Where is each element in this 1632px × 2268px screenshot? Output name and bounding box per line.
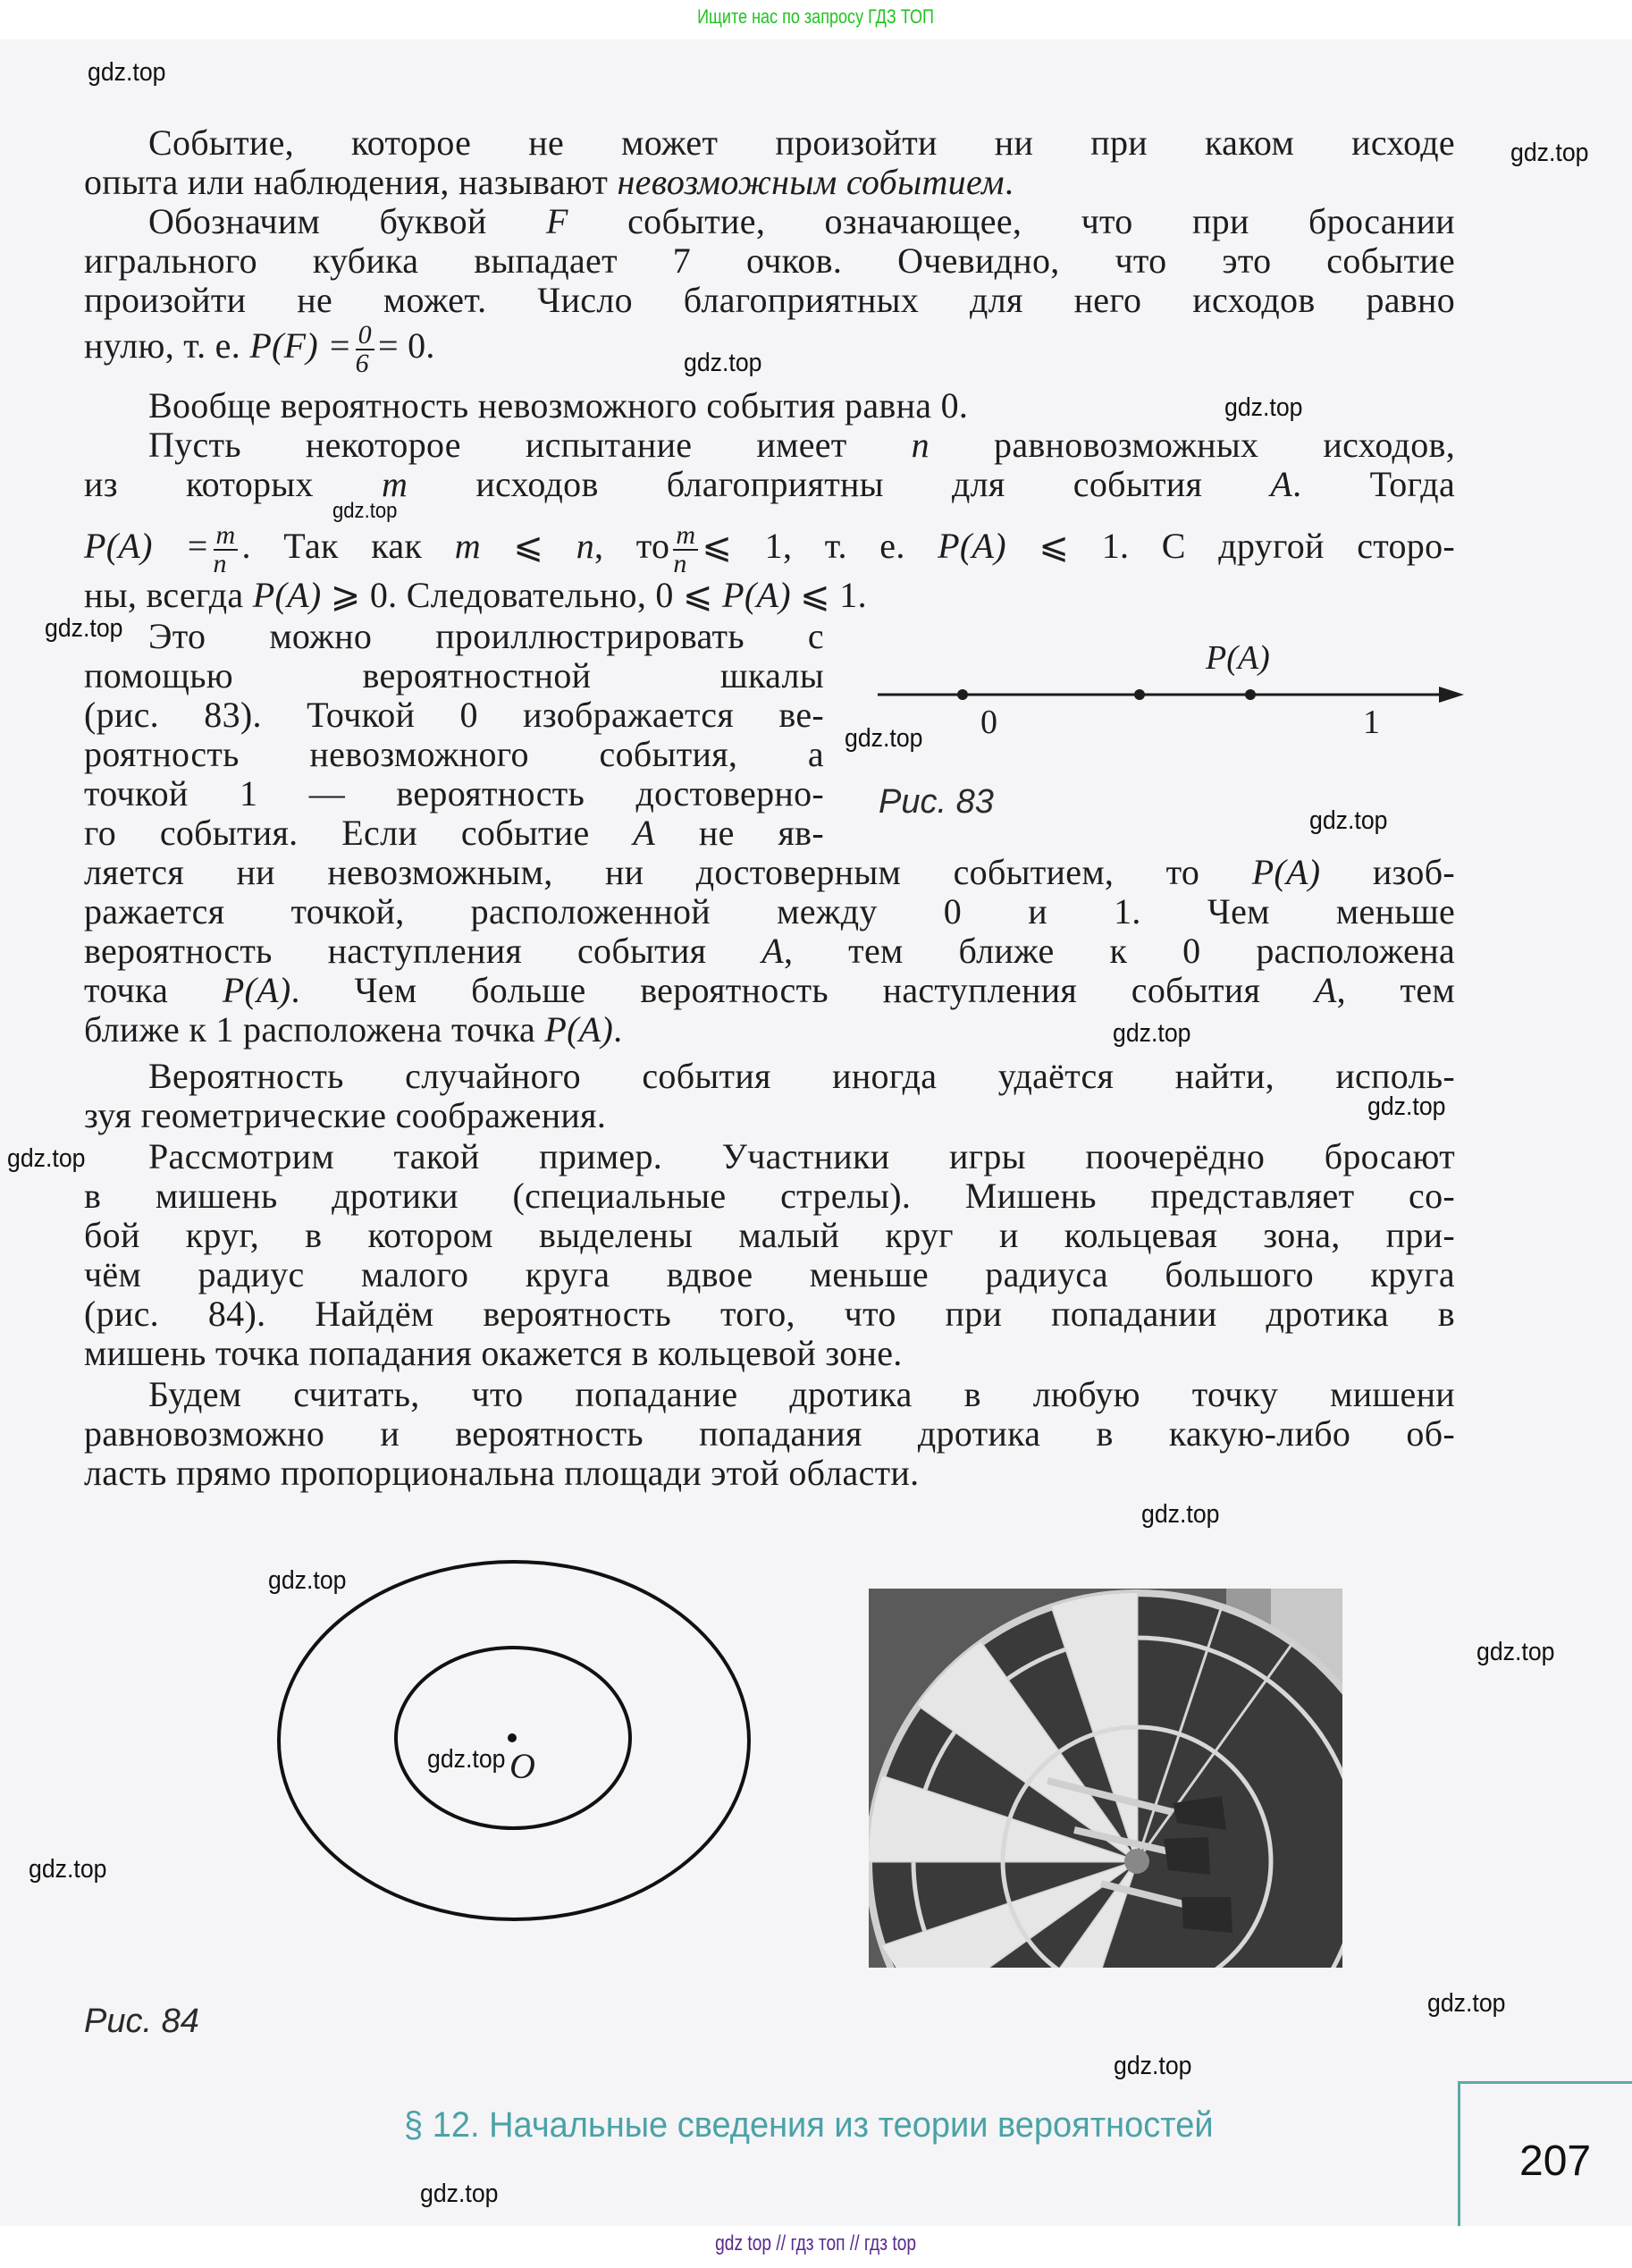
figure-83-caption: Рис. 83 (879, 783, 994, 821)
text-span: из которых (84, 464, 382, 504)
text-line: мишень точка попадания окажется в кольцевой зоне. (84, 1333, 903, 1373)
math-var: F (545, 201, 568, 241)
text-span: не яв- (655, 813, 824, 853)
text-line: (рис. 83). Точкой 0 изображается ве- (84, 695, 824, 735)
text-line (84, 322, 1455, 377)
math-var: m (381, 464, 408, 504)
tick-label-0: 0 (980, 704, 997, 741)
text-span: нулю, т. е. (84, 325, 250, 367)
text-line: в мишень дротики (специальные стрелы). Мишень представляет со- (84, 1176, 1455, 1216)
text-span: . Тогда (1292, 464, 1456, 504)
text-line: произойти не может. Число благоприятных для него исходов равно (84, 280, 1455, 320)
text-span: ⩽ 1, т. е. (702, 526, 938, 567)
watermark: gdz.top (1114, 2052, 1192, 2080)
text-line: бой круг, в котором выделены малый круг и кольцевая зона, при- (84, 1215, 1455, 1255)
text-line: Рассмотрим такой пример. Участники игры поочерёдно бросают (148, 1136, 1455, 1176)
fraction-denominator: n (673, 549, 687, 578)
text-span: вероятность наступления события (84, 931, 762, 971)
center-label-o: O (509, 1746, 535, 1786)
watermark: gdz.top (268, 1566, 347, 1595)
watermark: gdz.top (1224, 393, 1303, 422)
text-span: = 0. (377, 325, 435, 367)
math-var: n (911, 425, 930, 465)
fraction-numerator: 0 (356, 322, 374, 350)
tick-label-1: 1 (1363, 704, 1380, 741)
text-line: (рис. 84). Найдём вероятность того, что при попадании дротика в (84, 1294, 1455, 1334)
watermark: gdz.top (29, 1855, 107, 1884)
text-line: зуя геометрические соображения. (84, 1095, 607, 1135)
watermark: gdz.top (420, 2179, 499, 2208)
text-span: точка (84, 970, 223, 1010)
math-var: m (454, 526, 481, 567)
text-span: ⩽ 1. (790, 575, 867, 615)
text-line: чём радиус малого круга вдвое меньше радиуса большого круга (84, 1254, 1455, 1294)
watermark: gdz.top (1476, 1638, 1555, 1666)
text-span: Пусть некоторое испытание имеет (148, 425, 912, 465)
text-line (84, 853, 1455, 892)
math-var: A (1314, 970, 1337, 1010)
text-span: , тем (1336, 970, 1456, 1010)
watermark: gdz.top (684, 349, 762, 377)
point-pa (1134, 689, 1145, 700)
text-span: го события. Если событие (84, 813, 634, 853)
text-span: , тем ближе к 0 расположена (783, 931, 1455, 971)
math-expr: P(A) (938, 526, 1006, 567)
text-line (84, 932, 1455, 971)
text-span: , то (594, 526, 670, 567)
text-line: помощью вероятностной шкалы (84, 655, 824, 696)
text-line (84, 426, 1455, 465)
watermark: gdz.top (1113, 1019, 1191, 1048)
text-line: равновозможно и вероятность попадания дротика в какую-либо об- (84, 1413, 1455, 1454)
text-line: ласть прямо пропорциональна площади этой области. (84, 1453, 920, 1493)
figure-84-caption: Рис. 84 (84, 2002, 199, 2040)
math-expr: P(F) = (249, 325, 352, 367)
math-expr: P(A) (544, 1009, 614, 1050)
text-span: ближе к 1 расположена точка (84, 1009, 545, 1050)
fraction (356, 322, 374, 377)
dartboard-photo (869, 1589, 1342, 1968)
text-line: игрального кубика выпадает 7 очков. Очевидно, что это событие (84, 240, 1455, 281)
target-circles-diagram-svg (259, 1542, 760, 1935)
math-expr: P(A) (722, 575, 791, 615)
text-span: . Чем больше вероятность наступления события (290, 970, 1315, 1010)
text-line (84, 971, 1455, 1010)
text-line (84, 163, 1455, 202)
fraction (673, 522, 698, 578)
point-one (1245, 689, 1256, 700)
text-line: Событие, которое не может произойти ни при каком исходе (148, 122, 1455, 163)
math-expr: P(A) (1251, 852, 1321, 892)
center-point (508, 1733, 517, 1742)
text-span: ⩾ 0. Следовательно, 0 ⩽ (321, 575, 723, 615)
term-impossible-event: невозможным событием (617, 162, 1005, 202)
label-pa: P(A) (1206, 639, 1270, 677)
math-expr: P(A) = (84, 526, 210, 567)
text-line: точкой 1 — вероятность достоверно- (84, 773, 824, 814)
text-span: событие, означающее, что при бросании (568, 201, 1455, 241)
watermark: gdz.top (88, 58, 166, 87)
math-var: n (576, 526, 595, 567)
watermark: gdz.top (1427, 1989, 1506, 2018)
text-line: ражается точкой, расположенной между 0 и 1. Чем меньше (84, 891, 1455, 932)
arrow-icon (1439, 687, 1464, 703)
text-line (84, 1010, 1455, 1050)
top-banner-text: Ищите нас по запросу ГДЗ ТОП (697, 5, 935, 28)
text-span: изоб- (1320, 852, 1455, 892)
text-line: Вероятность случайного события иногда удаётся найти, исполь- (148, 1056, 1455, 1096)
math-expr: P(A) (222, 970, 291, 1010)
text-line: Вообще вероятность невозможного события равна 0. (148, 385, 969, 426)
text-line: Будем считать, что попадание дротика в любую точку мишени (148, 1374, 1455, 1414)
watermark: gdz.top (1141, 1500, 1220, 1529)
text-span: . (613, 1009, 623, 1050)
dartboard-image (869, 1589, 1342, 1968)
page-number: 207 (1519, 2137, 1592, 2185)
bottom-banner (0, 2226, 1632, 2268)
text-span: Обозначим буквой (148, 201, 546, 241)
text-line: Это можно проиллюстрировать с (148, 616, 824, 656)
text-span: ⩽ (480, 526, 576, 567)
text-line (84, 576, 1455, 615)
fraction-numerator: m (673, 522, 698, 551)
math-var: A (633, 813, 656, 853)
text-span: опыта или наблюдения, называют (84, 162, 618, 202)
text-line (84, 522, 1455, 578)
watermark: gdz.top (1367, 1092, 1446, 1121)
math-expr: P(A) (252, 575, 322, 615)
fraction (214, 522, 239, 578)
top-banner (0, 0, 1632, 39)
text-span: ляется ни невозможным, ни достоверным событием, то (84, 852, 1252, 892)
text-span: ⩽ 1. С другой сторо- (1005, 526, 1456, 567)
watermark: gdz.top (845, 724, 923, 753)
bottom-banner-text: gdz top // гдз топ // гдз top (715, 2231, 917, 2255)
math-var: A (1270, 464, 1293, 504)
section-title: § 12. Начальные сведения из теории вероятностей (404, 2105, 1214, 2145)
watermark: gdz.top (1309, 806, 1388, 835)
text-span: . Так как (241, 526, 455, 567)
text-span: . (1004, 162, 1014, 202)
text-line (84, 814, 824, 853)
watermark: gdz.top (7, 1144, 86, 1173)
fraction-denominator: 6 (355, 349, 369, 378)
fraction-numerator: m (214, 522, 239, 551)
text-span: исходов благоприятны для события (408, 464, 1271, 504)
watermark: gdz.top (427, 1745, 506, 1774)
point-zero (957, 689, 968, 700)
text-line (84, 202, 1455, 241)
watermark: gdz.top (45, 614, 123, 643)
text-line (84, 465, 1455, 504)
text-span: ны, всегда (84, 575, 253, 615)
fraction-denominator: n (213, 549, 227, 578)
watermark: gdz.top (332, 499, 398, 523)
text-line: роятность невозможного события, а (84, 734, 824, 774)
watermark: gdz.top (1510, 139, 1589, 167)
math-var: A (761, 931, 784, 971)
text-span: равновозможных исходов, (929, 425, 1455, 465)
